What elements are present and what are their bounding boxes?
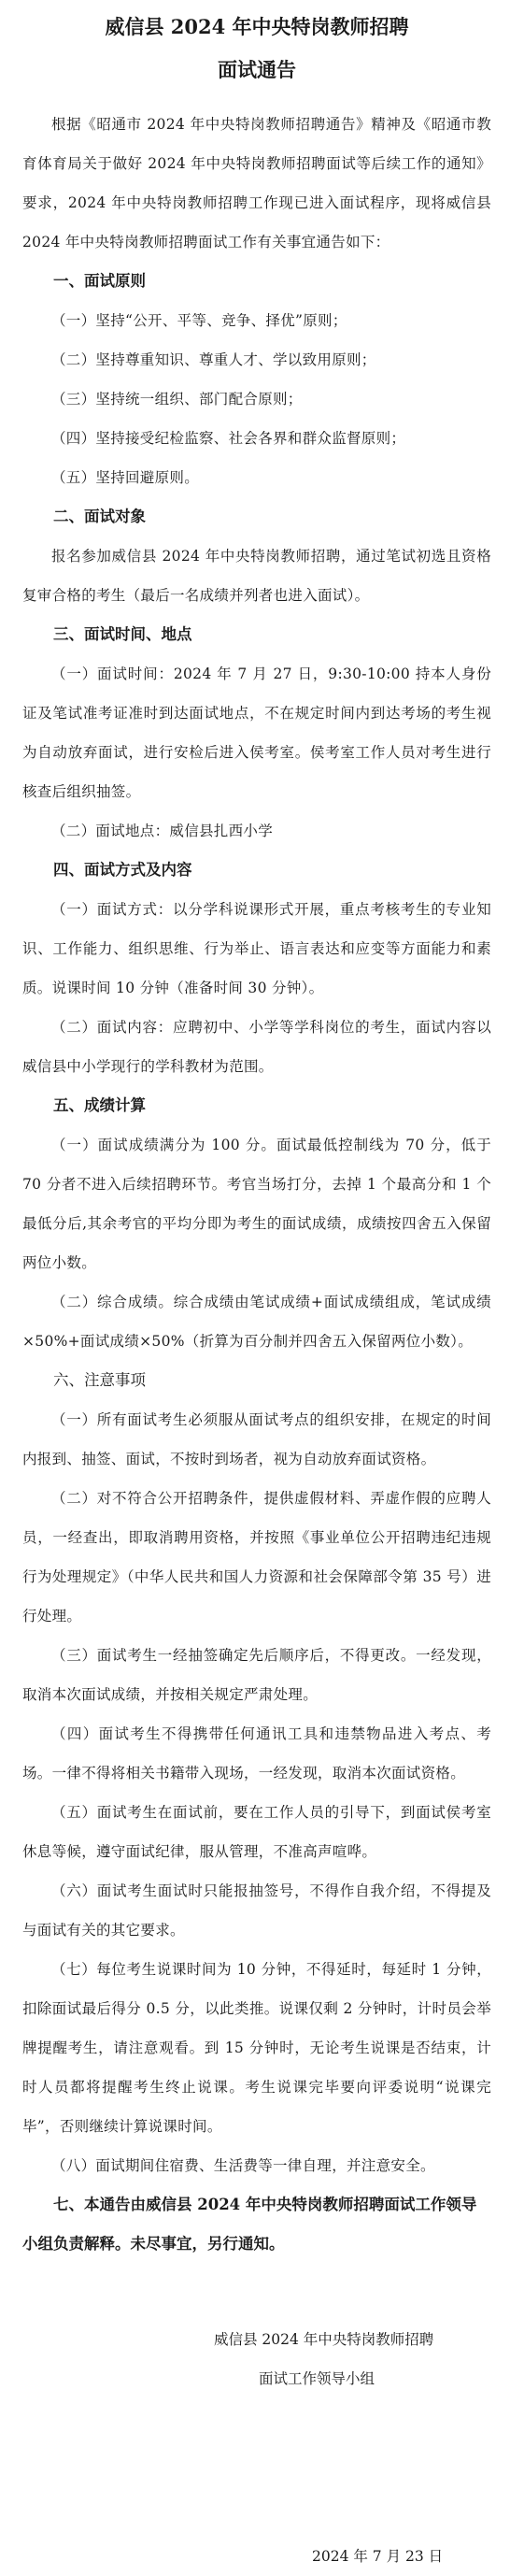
section-paragraph: （四）面试考生不得携带任何通讯工具和违禁物品进入考点、考场。一律不得将相关书籍带入现场，一经发现，取消本次面试资格。: [22, 1725, 491, 1782]
section-heading: 二、面试对象: [53, 508, 146, 525]
section-paragraph: （二）综合成绩。综合成绩由笔试成绩+面试成绩组成，笔试成绩×50%+面试成绩×50%（折算为百分制并四舍五入保留两位小数）。: [22, 1294, 491, 1350]
signature-organization: 威信县 2024 年中央特岗教师招聘: [214, 2331, 434, 2348]
section-paragraph: （二）面试内容：应聘初中、小学等学科岗位的考生，面试内容以威信县中小学现行的学科教材为范围。: [22, 1019, 491, 1075]
signature-date: 2024 年 7 月 23 日: [312, 2548, 444, 2565]
section-paragraph: （四）坚持接受纪检监察、社会各界和群众监督原则；: [51, 430, 406, 447]
section-paragraph: （二）面试地点：威信县扎西小学: [51, 823, 274, 839]
section-paragraph: （三）坚持统一组织、部门配合原则；: [51, 391, 303, 408]
section-paragraph: （一）所有面试考生必须服从面试考点的组织安排，在规定的时间内报到、抽签、面试，不按时到场者，视为自动放弃面试资格。: [22, 1411, 491, 1467]
section-paragraph: 报名参加威信县 2024 年中央特岗教师招聘，通过笔试初选且资格复审合格的考生（最后一名成绩并列者也进入面试）。: [22, 548, 491, 604]
closing-statement: 七、本通告由威信县 2024 年中央特岗教师招聘面试工作领导小组负责解释。未尽事宜，另行通知。: [22, 2196, 477, 2253]
document-title-line2: 面试通告: [218, 58, 296, 81]
signature-group: 面试工作领导小组: [259, 2370, 375, 2387]
section-paragraph: （八）面试期间住宿费、生活费等一律自理，并注意安全。: [51, 2157, 435, 2174]
signature-block: [22, 2320, 491, 2576]
section-paragraph: （一）面试时间：2024 年 7 月 27 日，9:30-10:00 持本人身份证及笔试准考证准时到达面试地点，不在规定时间内到达考场的考生视为自动放弃面试，进行安检后进入侯考室。侯考室工作人员对考生进行核查后组织抽签。: [22, 665, 491, 800]
section-paragraph: （一）面试成绩满分为 100 分。面试最低控制线为 70 分，低于 70 分者不进入后续招聘环节。考官当场打分，去掉 1 个最高分和 1 个最低分后,其余考官的平均分即为考生的面试成绩，成绩按四舍五入保留两位小数。: [22, 1137, 491, 1271]
section-paragraph: （五）坚持回避原则。: [51, 469, 200, 486]
section-paragraph: （七）每位考生说课时间为 10 分钟，不得延时，每延时 1 分钟，扣除面试最后得分 0.5 分，以此类推。说课仅剩 2 分钟时，计时员会举牌提醒考生，请注意观看。到 15 分钟时，无论考生说课是否结束，计时人员都将提醒考生终止说课。考生说课完毕要向评委说明“说课完毕”，否则继续计算说课时间。: [22, 1961, 491, 2135]
section-heading: 一、面试原则: [53, 272, 146, 290]
section-paragraph: （六）面试考生面试时只能报抽签号，不得作自我介绍，不得提及与面试有关的其它要求。: [22, 1882, 491, 1939]
section-heading: 四、面试方式及内容: [53, 861, 192, 879]
intro-paragraph: 根据《昭通市 2024 年中央特岗教师招聘通告》精神及《昭通市教育体育局关于做好 2024 年中央特岗教师招聘面试等后续工作的通知》要求，2024 年中央特岗教师招聘工作现已进入面试程序，现将威信县 2024 年中央特岗教师招聘面试工作有关事宜通告如下：: [22, 116, 491, 250]
section-paragraph: （三）面试考生一经抽签确定先后顺序后，不得更改。一经发现，取消本次面试成绩，并按相关规定严肃处理。: [22, 1647, 491, 1703]
sections-container: [22, 262, 491, 2185]
section-heading: 六、注意事项: [53, 1371, 146, 1389]
section-paragraph: （二）对不符合公开招聘条件，提供虚假材料、弄虚作假的应聘人员，一经查出，即取消聘用资格，并按照《事业单位公开招聘违纪违规行为处理规定》（中华人民共和国人力资源和社会保障部令第 35 号）进行处理。: [22, 1490, 491, 1624]
section-paragraph: （一）面试方式：以分学科说课形式开展，重点考核考生的专业知识、工作能力、组织思维、行为举止、语言表达和应变等方面能力和素质。说课时间 10 分钟（准备时间 30 分钟）。: [22, 901, 491, 996]
section-paragraph: （二）坚持尊重知识、尊重人才、学以致用原则；: [51, 351, 376, 368]
document-title-line1: 威信县 2024 年中央特岗教师招聘: [105, 15, 409, 38]
section-paragraph: （五）面试考生在面试前，要在工作人员的引导下，到面试侯考室休息等候，遵守面试纪律，服从管理，不准高声喧哗。: [22, 1804, 491, 1860]
section-paragraph: （一）坚持“公开、平等、竞争、择优”原则；: [51, 312, 347, 329]
section-heading: 三、面试时间、地点: [53, 625, 192, 643]
section-heading: 五、成绩计算: [53, 1096, 146, 1114]
